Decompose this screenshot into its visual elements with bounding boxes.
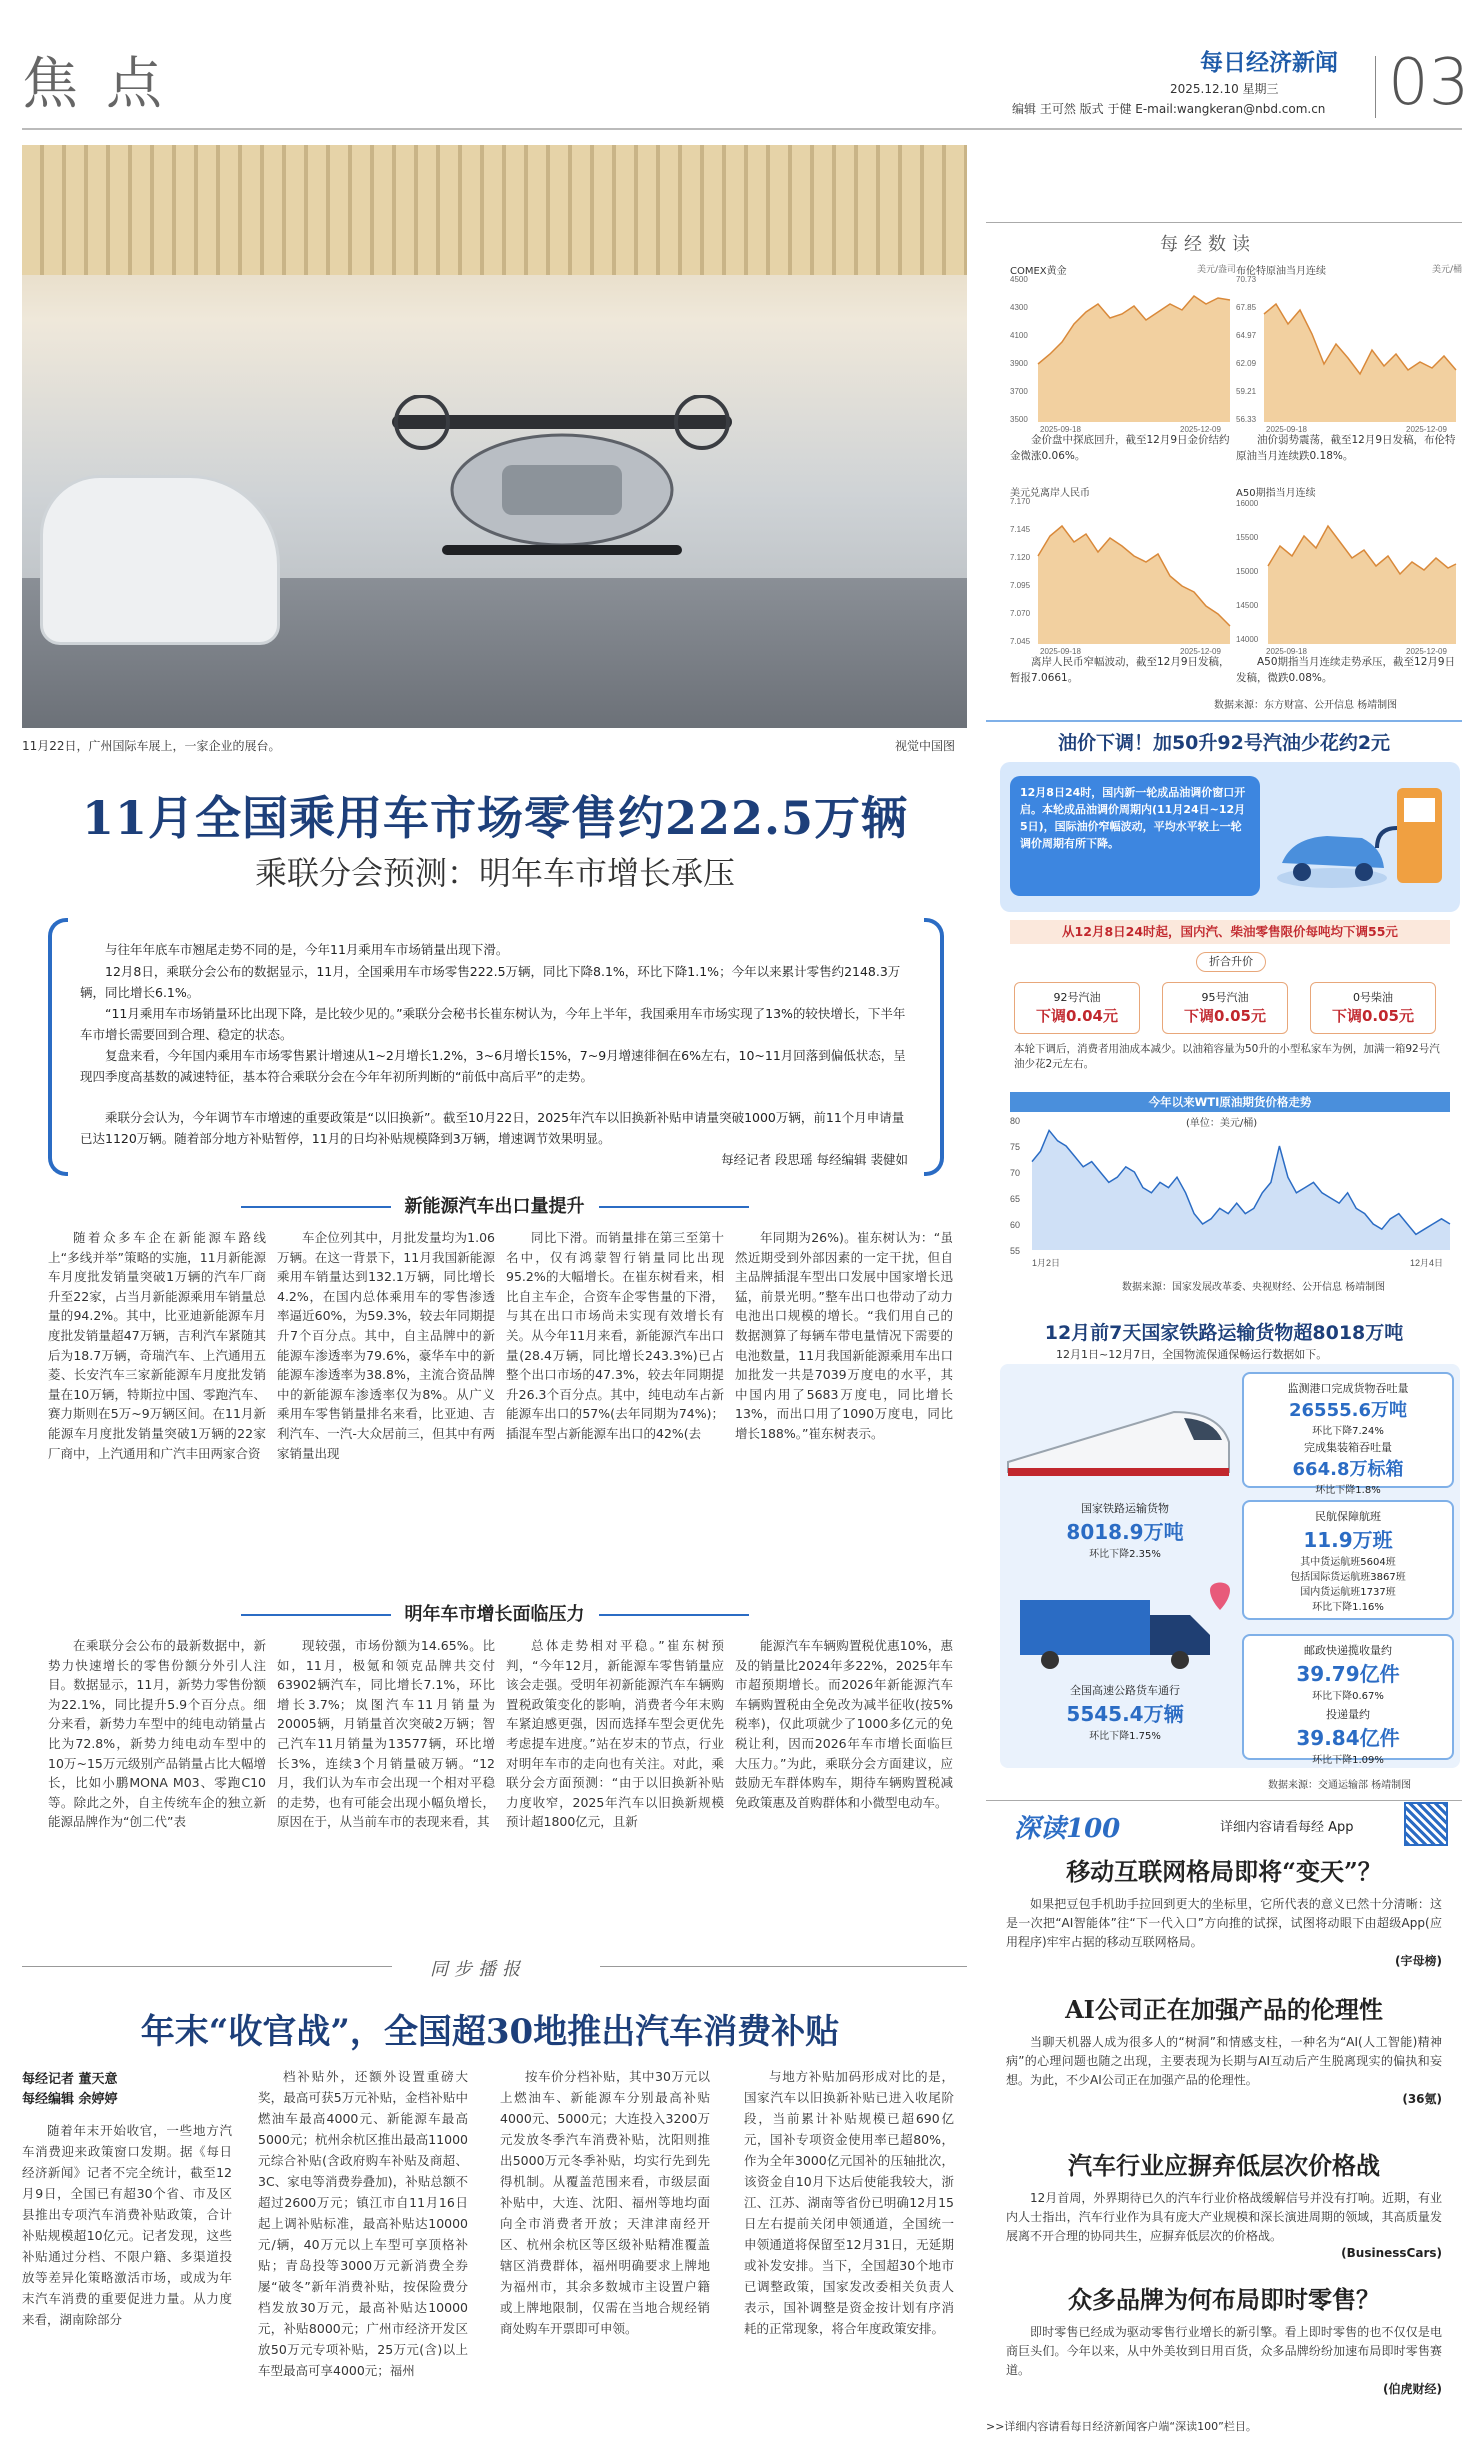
section-title: 焦点 xyxy=(22,52,190,117)
deep-rule xyxy=(986,1800,1462,1801)
tick-label: 2025-09-18 xyxy=(1266,425,1307,434)
tick-label: 3700 xyxy=(1010,387,1028,396)
deep-app-note: 详细内容请看每经 App xyxy=(1220,1820,1354,1835)
chart-unit: 美元/桶 xyxy=(1431,265,1462,275)
stat-value: 39.79亿件 xyxy=(1296,1662,1400,1686)
kicker-rule-right xyxy=(600,1966,967,1967)
tick-label: 14000 xyxy=(1236,635,1259,644)
train-icon xyxy=(1004,1372,1234,1492)
tick-label: 12月4日 xyxy=(1410,1258,1444,1268)
sidebar-rule xyxy=(986,720,1462,722)
auto-show-photo xyxy=(22,145,967,728)
deep-item-title: 众多品牌为何布局即时零售？ xyxy=(1068,2285,1380,2314)
oil-card-value: 下调0.04元 xyxy=(1035,1007,1118,1025)
deep-logo: 深读100 xyxy=(1014,1814,1121,1844)
stat-label: 国家铁路运输货物 xyxy=(1081,1502,1169,1515)
main-subhead: 乘联分会预测：明年车市增长承压 xyxy=(254,854,735,892)
chart-title: 布伦特原油当月连续 xyxy=(1236,266,1326,277)
lead-paragraph: 乘联分会认为，今年调节车市增速的重要政策是“以旧换新”。截至10月22日，2025年汽车以旧换新补贴申请量突破1000万辆，前11个月申请量已达1120万辆。随着部分地方补贴暂停，11月的日均补贴规模降到3万辆，增速调节效果明显。 xyxy=(80,1110,905,1146)
chart-brent xyxy=(1236,262,1462,434)
chart-cnh xyxy=(1010,484,1236,656)
data-section-title: 每经数读 xyxy=(1160,234,1256,255)
wti-chart xyxy=(1010,1110,1456,1268)
tick-label: 56.33 xyxy=(1236,415,1257,424)
article-column: 在乘联分会公布的最新数据中，新势力快速增长的零售份额分外引人注目。数据显示，11月，新势力零售份额为22.1%，同比提升5.9个百分点。细分来看，新势力车型中的纯电动销量占比为72.8%，新势力纯电动车型中的10万~15万元级别产品销量占比大幅增长，比如小鹏MONA M03、零跑C10等。除此之外，自主传统车企的独立新能源品牌作为“创二代”表 xyxy=(48,1638,266,1830)
oil-title: 油价下调！加50升92号汽油少花约2元 xyxy=(1057,732,1391,754)
oil-tag: 折合升价 xyxy=(1196,952,1266,972)
stat-change: 环比下降2.35% xyxy=(1089,1549,1161,1560)
oil-card-95 xyxy=(1162,982,1288,1034)
sidebar-top-rule xyxy=(986,222,1462,223)
bottom-byline: 每经记者 董天意 xyxy=(22,2072,118,2087)
tick-label: 2025-12-09 xyxy=(1180,425,1221,434)
tick-label: 2025-12-09 xyxy=(1406,425,1447,434)
article-column: 总体走势相对平稳。”崔东树预判，“今年12月，新能源车零售销量应该会走强。受明年初新能源汽车车辆购置税政策变化的影响，消费者今年末购车紧迫感更强，因而选择车型会更优先考虑提车进度。”站在岁末的节点，行业对明年车市的走向也有关注。对此，乘联分会方面预测：“由于以旧换新补贴力度收窄，2025年汽车以旧换新规模预计超1800亿元，且新 xyxy=(506,1638,724,1830)
tick-label: 4300 xyxy=(1010,303,1028,312)
oil-card-92 xyxy=(1014,982,1140,1034)
deep-item-title: 移动互联网格局即将“变天”？ xyxy=(1066,1857,1382,1886)
tick-label: 7.070 xyxy=(1010,609,1031,618)
bottom-byline: 每经编辑 余婷婷 xyxy=(22,2092,118,2107)
article-column: 年同期为26%)。崔东树认为：“虽然近期受到外部因素的一定干扰，但自主品牌插混车型出口发展中国家增长迅猛，前景光明。”整车出口也带动了动力电池出口规模的增长。“我们用自己的数据测算了每辆车带电量情况下需要的电池数量，11月我国新能源乘用车出口加批发一共是7039万度电的水平，其中国内用了5683万度电，同比增长13%，而出口用了1090万度电，同比增长188%。”崔东树表示。 xyxy=(735,1230,953,1441)
newspaper-brand: 每日经济新闻 xyxy=(1200,49,1338,76)
deep-item-text: 12月首周，外界期待已久的汽车行业价格战缓解信号并没有打响。近期，有业内人士指出，汽车行业作为具有庞大产业规模和深长演进周期的领域，其高质量发展离不开合理的协同共生，应摒弃低层次的价格战。 xyxy=(1006,2191,1442,2243)
wti-title: 今年以来WTI原油期货价格走势 xyxy=(1010,1092,1450,1112)
stat-change: 环比下降0.67% xyxy=(1312,1691,1384,1702)
article-column: 车企位列其中，月批发量均为1.06万辆。在这一背景下，11月我国新能源乘用车销量达到132.1万辆，同比增长4.2%，在国内总体乘用车的零售渗透率逼近60%，为59.3%，较去年同期提升7个百分点。其中，自主品牌中的新能源车渗透率为79.6%，豪华车中的新能源车渗透率为38.8%，主流合资品牌中的新能源车渗透率仅为8%。从广义乘用车零售销量排名来看，比亚迪、吉利汽车、一汽-大众居前三，但其中有两家销量出现 xyxy=(277,1230,495,1461)
oil-card-diesel xyxy=(1310,982,1436,1034)
tick-label: 14500 xyxy=(1236,601,1259,610)
oil-card-value: 下调0.05元 xyxy=(1331,1007,1414,1025)
wti-area xyxy=(1032,1130,1450,1250)
stat-change: 环比下降1.09% xyxy=(1312,1755,1384,1766)
stat-label: 监测港口完成货物吞吐量 xyxy=(1287,1382,1409,1395)
article-column: 随着众多车企在新能源车路线上“多线并举”策略的实施，11月新能源车月度批发销量突破1万辆的汽车厂商升至22家，占当月新能源乘用车销量总量的94.2%。其中，比亚迪新能源车月度批发销量超47万辆，吉利汽车紧随其后为18.7万辆，奇瑞汽车、上汽通用五菱、长安汽车三家新能源车月度批发销量在10万辆，特斯拉中国、零跑汽车、赛力斯则在5万~9万辆区间。在11月新能源车月度批发销量突破1万辆的22家厂商中，上汽通用和广汽丰田两家合资 xyxy=(48,1230,266,1461)
tick-label: 80 xyxy=(1010,1116,1021,1126)
rail-title: 12月前7天国家铁路运输货物超8018万吨 xyxy=(1044,1322,1404,1344)
article-column: 现较强，市场份额为14.65%。比如，11月，极氪和领克品牌共交付63902辆汽车，同比增长7.1%，环比增长3.7%；岚图汽车11月销量为20005辆，月销量首次突破2万辆；智己汽车11月销量为13577辆，环比增长3%，连续3个月销量破万辆。“12月，我们认为车市会出现一个相对平稳的走势，也有可能会出现小幅负增长，原因在于，从当前车市的表现来看，其 xyxy=(277,1638,495,1830)
tick-label: 67.85 xyxy=(1236,303,1257,312)
chart-brent-svg xyxy=(1236,274,1462,434)
kicker: 同步播报 xyxy=(430,1959,526,1980)
chart-unit: 美元/盎司 xyxy=(1196,265,1236,275)
photo-ceiling xyxy=(22,145,967,275)
tick-label: 2025-12-09 xyxy=(1180,647,1221,656)
rail-freight-stat xyxy=(1030,1500,1220,1560)
article-column: 能源汽车车辆购置税优惠10%，惠及的销量比2024年多22%，2025年车市超预期增长。而2026年新能源汽车车辆购置税由全免改为减半征收(按5%税率)，仅此项就少了1000多亿元的免税让利，因而2026年车市增长面临巨大压力。”为此，乘联分会方面建议，应鼓励无车群体购车，期待车辆购置税减免政策惠及首购群体和小微型电动车。 xyxy=(735,1638,953,1810)
chart-title: A50期指当月连续 xyxy=(1236,488,1316,499)
stat-change: 环比下降1.75% xyxy=(1089,1731,1161,1742)
chart-title: COMEX黄金 xyxy=(1010,266,1067,277)
bottom-column: 按车价分档补贴，其中30万元以上燃油车、新能源车分别最高补贴4000元、5000元；大连投入3200万元发放冬季汽车消费补贴，沈阳则推出5000万元冬季补贴，均实行先到先得机制。从覆盖范围来看，市级层面补贴中，大连、沈阳、福州等地均面向全市消费者开放；天津津南经开区、杭州余杭区等区级补贴精准覆盖辖区消费群体，福州明确要求上牌地为福州市，其余多数城市主设置户籍或上牌地限制，仅需在当地合规经销商处购车开票即可申领。 xyxy=(500,2069,710,2336)
chart-a50 xyxy=(1236,484,1462,656)
qr-code-icon[interactable] xyxy=(1404,1802,1448,1846)
oil-source: 数据来源：国家发展改革委、央视财经、公开信息 杨靖制图 xyxy=(1122,1282,1386,1293)
deep-item[interactable] xyxy=(986,2146,1462,2260)
stat-value: 5545.4万辆 xyxy=(1066,1702,1184,1726)
photo-caption: 11月22日，广州国际车展上，一家企业的展台。 xyxy=(22,739,281,753)
stat-value: 8018.9万吨 xyxy=(1066,1520,1184,1544)
header-rule xyxy=(22,128,1462,130)
deep-item-title: AI公司正在加强产品的伦理性 xyxy=(1065,1995,1383,2024)
tick-label: 7.120 xyxy=(1010,553,1031,562)
main-headline: 11月全国乘用车市场零售约222.5万辆 xyxy=(81,791,909,845)
port-card xyxy=(1242,1372,1454,1496)
stat-label: 完成集装箱吞吐量 xyxy=(1304,1441,1392,1454)
tick-label: 60 xyxy=(1010,1220,1021,1230)
bottom-column: 随着年末开始收官，一些地方汽车消费迎来政策窗口发期。据《每日经济新闻》记者不完全统计，截至12月9日，全国已有超30个省、市及区县推出专项汽车消费补贴政策，合计补贴规模超10亿元。记者发现，这些补贴通过分档、不限户籍、多渠道投放等差异化策略激活市场，或成为年末汽车消费的重要促进力量。从力度来看，湖南除部分 xyxy=(22,2123,232,2327)
tick-label: 7.145 xyxy=(1010,525,1031,534)
stat-change: 环比下降1.16% xyxy=(1312,1602,1384,1613)
bottom-column: 档补贴外，还额外设置重磅大奖，最高可获5万元补贴，金档补贴中燃油车最高4000元、新能源车最高5000元；杭州余杭区推出最高11000元综合补贴(含政府购车补贴及商超、3C、家电等消费券叠加)，补贴总额不超过2600万元；镇江市自11月16日起上调补贴标准，最高补贴达10000元/辆，40万元以上车型可享顶格补贴；青岛投等3000万元新消费全券屡“破冬”新年消费补贴，按保险费分档发放30万元，最高补贴达10000元，补贴8000元；广州市经济开发区放50万元专项补贴，25万元(含)以上车型最高可享4000元；福州 xyxy=(258,2069,468,2378)
tick-label: 64.97 xyxy=(1236,331,1257,340)
tick-label: 2025-09-18 xyxy=(1040,647,1081,656)
tick-label: 75 xyxy=(1010,1142,1021,1152)
deep-item-title: 汽车行业应摒弃低层次价格战 xyxy=(1068,2151,1380,2180)
chart-cnh-svg xyxy=(1010,496,1236,656)
data-source: 数据来源：东方财富、公开信息 杨靖制图 xyxy=(1214,700,1398,711)
subsection-title-export: 新能源汽车出口量提升 xyxy=(22,1192,967,1218)
post-card xyxy=(1242,1634,1454,1766)
lead-paragraph: 12月8日，乘联分会公布的数据显示，11月，全国乘用车市场零售222.5万辆，同比下降8.1%，环比下降1.1%；今年以来累计零售约2148.3万辆，同比增长6.1%。 xyxy=(80,964,901,1000)
tick-label: 2025-09-18 xyxy=(1266,647,1307,656)
truck-icon xyxy=(1010,1580,1230,1670)
oil-desc: 12月8日24时，国内新一轮成品油调价窗口开启。本轮成品油调价周期内(11月24日~12月5日)，国际油价窄幅波动，平均水平较上一轮调价周期有所下降。 xyxy=(1010,776,1260,896)
tick-label: 1月2日 xyxy=(1032,1258,1061,1268)
chart-note: 油价弱势震荡，截至12月9日发稿，布伦特原油当月连续跌0.18%。 xyxy=(1236,434,1456,462)
subsection-title-outlook: 明年车市增长面临压力 xyxy=(22,1600,967,1626)
rail-source: 数据来源：交通运输部 杨靖制图 xyxy=(1268,1780,1412,1791)
deep-item-text: 当聊天机器人成为很多人的“树洞”和情感支柱，一种名为“AI(人工智能)精神病”的心理问题也随之出现，主要表现为长期与AI互动后产生脱离现实的偏执和妄想。为此，不少AI公司正在加强产品的伦理性。 xyxy=(1006,2035,1442,2087)
tick-label: 70.73 xyxy=(1236,275,1257,284)
tick-label: 4500 xyxy=(1010,275,1028,284)
deep-item[interactable] xyxy=(986,1852,1462,1969)
deep-item[interactable] xyxy=(986,2280,1462,2397)
tick-label: 65 xyxy=(1010,1194,1021,1204)
stat-label: 全国高速公路货车通行 xyxy=(1070,1684,1180,1697)
bottom-column: 与地方补贴加码形成对比的是，国家汽车以旧换新补贴已进入收尾阶段，当前累计补贴规模已超690亿元，国补专项资金使用率已超80%，作为全年3000亿元国补的压轴批次，该资金自10月下达后使能我较大，浙江、江苏、湖南等省份已明确12月15日左右提前关闭申领通道，全国统一申领通道将保留至12月31日，无延期或补发安排。当下，全国超30个地市已调整政策，国家发改委相关负责人表示，国补调整是资金按计划有序消耗的正常现象，将合年度政策安排。 xyxy=(744,2069,954,2336)
tick-label: 16000 xyxy=(1236,499,1259,508)
deep-item-source: (伯虎财经) xyxy=(1383,2382,1442,2396)
chart-a50-svg xyxy=(1236,496,1462,656)
tick-label: 59.21 xyxy=(1236,387,1257,396)
rail-subtitle: 12月1日~12月7日，全国物流保通保畅运行数据如下。 xyxy=(1056,1348,1328,1361)
fuel-pump-icon xyxy=(1272,768,1452,908)
tick-label: 4100 xyxy=(1010,331,1028,340)
page-number: 03 xyxy=(1388,46,1470,120)
lead-bracket-left xyxy=(48,918,68,1176)
header-divider xyxy=(1375,56,1376,118)
highway-stat xyxy=(1030,1682,1220,1742)
deep-item-source: (BusinessCars) xyxy=(1341,2246,1442,2260)
stat-label: 民航保障航班 xyxy=(1315,1510,1381,1523)
wti-unit: (单位：美元/桶) xyxy=(1186,1118,1258,1129)
stat-detail: 国内货运航班1737班 xyxy=(1300,1587,1396,1598)
kicker-rule-left xyxy=(22,1966,392,1967)
tick-label: 55 xyxy=(1010,1246,1021,1256)
stat-label: 投递量约 xyxy=(1326,1708,1370,1721)
stat-value: 26555.6万吨 xyxy=(1289,1400,1407,1421)
deep-item-source: (36氪) xyxy=(1402,2092,1442,2106)
deep-item[interactable] xyxy=(986,1990,1462,2107)
tick-label: 2025-12-09 xyxy=(1406,647,1447,656)
lead-bracket-right xyxy=(924,918,944,1176)
chart-title: 美元兑离岸人民币 xyxy=(1010,488,1090,499)
tick-label: 3500 xyxy=(1010,415,1028,424)
lead-byline: 每经记者 段思瑶 每经编辑 裴健如 xyxy=(721,1152,908,1167)
stat-change: 环比下降7.24% xyxy=(1312,1426,1384,1437)
stat-value: 39.84亿件 xyxy=(1296,1726,1400,1750)
deep-item-source: (宇母榜) xyxy=(1395,1954,1442,1968)
oil-band: 从12月8日24时起，国内汽、柴油零售限价每吨均下调55元 xyxy=(1010,920,1450,944)
photo-concept-van xyxy=(40,475,280,645)
tick-label: 7.045 xyxy=(1010,637,1031,646)
tick-label: 62.09 xyxy=(1236,359,1257,368)
deep-item-text: 如果把豆包手机助手拉回到更大的坐标里，它所代表的意义已然十分清晰：这是一次把“AI智能体”往“下一代入口”方向推的试探，试图将动眼下由超级App(应用程序)牢牢占据的移动互联网格局。 xyxy=(1006,1897,1442,1949)
tick-label: 15000 xyxy=(1236,567,1259,576)
chart-note: 金价盘中探底回升，截至12月9日金价结约金微涨0.06%。 xyxy=(1010,434,1230,462)
lead-paragraph: 复盘来看，今年国内乘用车市场零售累计增速从1~2月增长1.2%，3~6月增长15%，7~9月增速徘徊在6%左右，10~11月回落到偏低状态，呈现四季度高基数的减速特征，基本符合乘联分会在今年年初所判断的“前低中高后平”的走势。 xyxy=(80,1048,906,1084)
stat-detail: 其中货运航班5604班 xyxy=(1300,1557,1396,1568)
bottom-headline: 年末“收官战”，全国超30地推出汽车消费补贴 xyxy=(140,2012,840,2052)
tick-label: 3900 xyxy=(1010,359,1028,368)
stat-value: 664.8万标箱 xyxy=(1292,1459,1404,1480)
stat-value: 11.9万班 xyxy=(1303,1528,1393,1552)
chart-gold-svg xyxy=(1010,274,1236,434)
oil-note: 本轮下调后，消费者用油成本减少。以油箱容量为50升的小型私家车为例，加满一箱92号汽油少花2元左右。 xyxy=(1014,1043,1440,1070)
deep-item-text: 即时零售已经成为驱动零售行业增长的新引擎。看上即时零售的也不仅仅是电商巨头们。今年以来，从中外美妆到日用百货，众多品牌纷纷加速布局即时零售赛道。 xyxy=(1006,2325,1442,2377)
photo-flying-car xyxy=(352,395,772,585)
issue-date: 2025.12.10 星期三 xyxy=(1170,82,1279,96)
oil-card-label: 92号汽油 xyxy=(1053,991,1101,1004)
editor-line: 编辑 王可然 版式 于健 E-mail:wangkeran@nbd.com.cn xyxy=(1012,102,1326,116)
oil-card-label: 95号汽油 xyxy=(1201,991,1249,1004)
tick-label: 7.170 xyxy=(1010,497,1031,506)
photo-credit: 视觉中国图 xyxy=(895,739,956,753)
lead-box xyxy=(48,918,944,1176)
tick-label: 2025-09-18 xyxy=(1040,425,1081,434)
tick-label: 15500 xyxy=(1236,533,1259,542)
chart-note: A50期指当月连续走势承压，截至12月9日发稿，微跌0.08%。 xyxy=(1236,656,1456,684)
lead-paragraph: “11月乘用车市场销量环比出现下降，是比较少见的。”乘联分会秘书长崔东树认为，今年上半年，我国乘用车市场实现了13%的较快增长，下半年车市增长需要回到合理、稳定的状态。 xyxy=(80,1006,906,1042)
stat-detail: 包括国际货运航班3867班 xyxy=(1290,1572,1406,1583)
tick-label: 70 xyxy=(1010,1168,1021,1178)
stat-label: 邮政快递揽收量约 xyxy=(1304,1644,1392,1657)
oil-card-label: 0号柴油 xyxy=(1353,991,1393,1004)
chart-gold xyxy=(1010,262,1236,434)
deep-footer: >>详细内容请看每日经济新闻客户端“深读100”栏目。 xyxy=(986,2420,1257,2433)
chart-note: 离岸人民币窄幅波动，截至12月9日发稿，暂报7.0661。 xyxy=(1010,656,1230,684)
tick-label: 7.095 xyxy=(1010,581,1031,590)
oil-card-value: 下调0.05元 xyxy=(1183,1007,1266,1025)
stat-change: 环比下降1.8% xyxy=(1315,1485,1381,1496)
article-column: 同比下滑。而销量排在第三至第十名中，仅有鸿蒙智行销量同比出现95.2%的大幅增长。在崔东树看来，相比自主车企，合资车企零售量的下滑，与其在出口市场尚未实现有效增长有关。从今年11月来看，新能源汽车出口量(28.4万辆，同比增长243.3%)已占整个出口市场的47.3%，较去年同期提升26.3个百分点。其中，纯电动车占新能源车出口的57%(去年同期为74%)；插混车型占新能源车出口的42%(去 xyxy=(506,1230,724,1441)
flight-card xyxy=(1242,1500,1454,1620)
lead-paragraph: 与往年年底车市翘尾走势不同的是，今年11月乘用车市场销量出现下滑。 xyxy=(105,942,509,957)
